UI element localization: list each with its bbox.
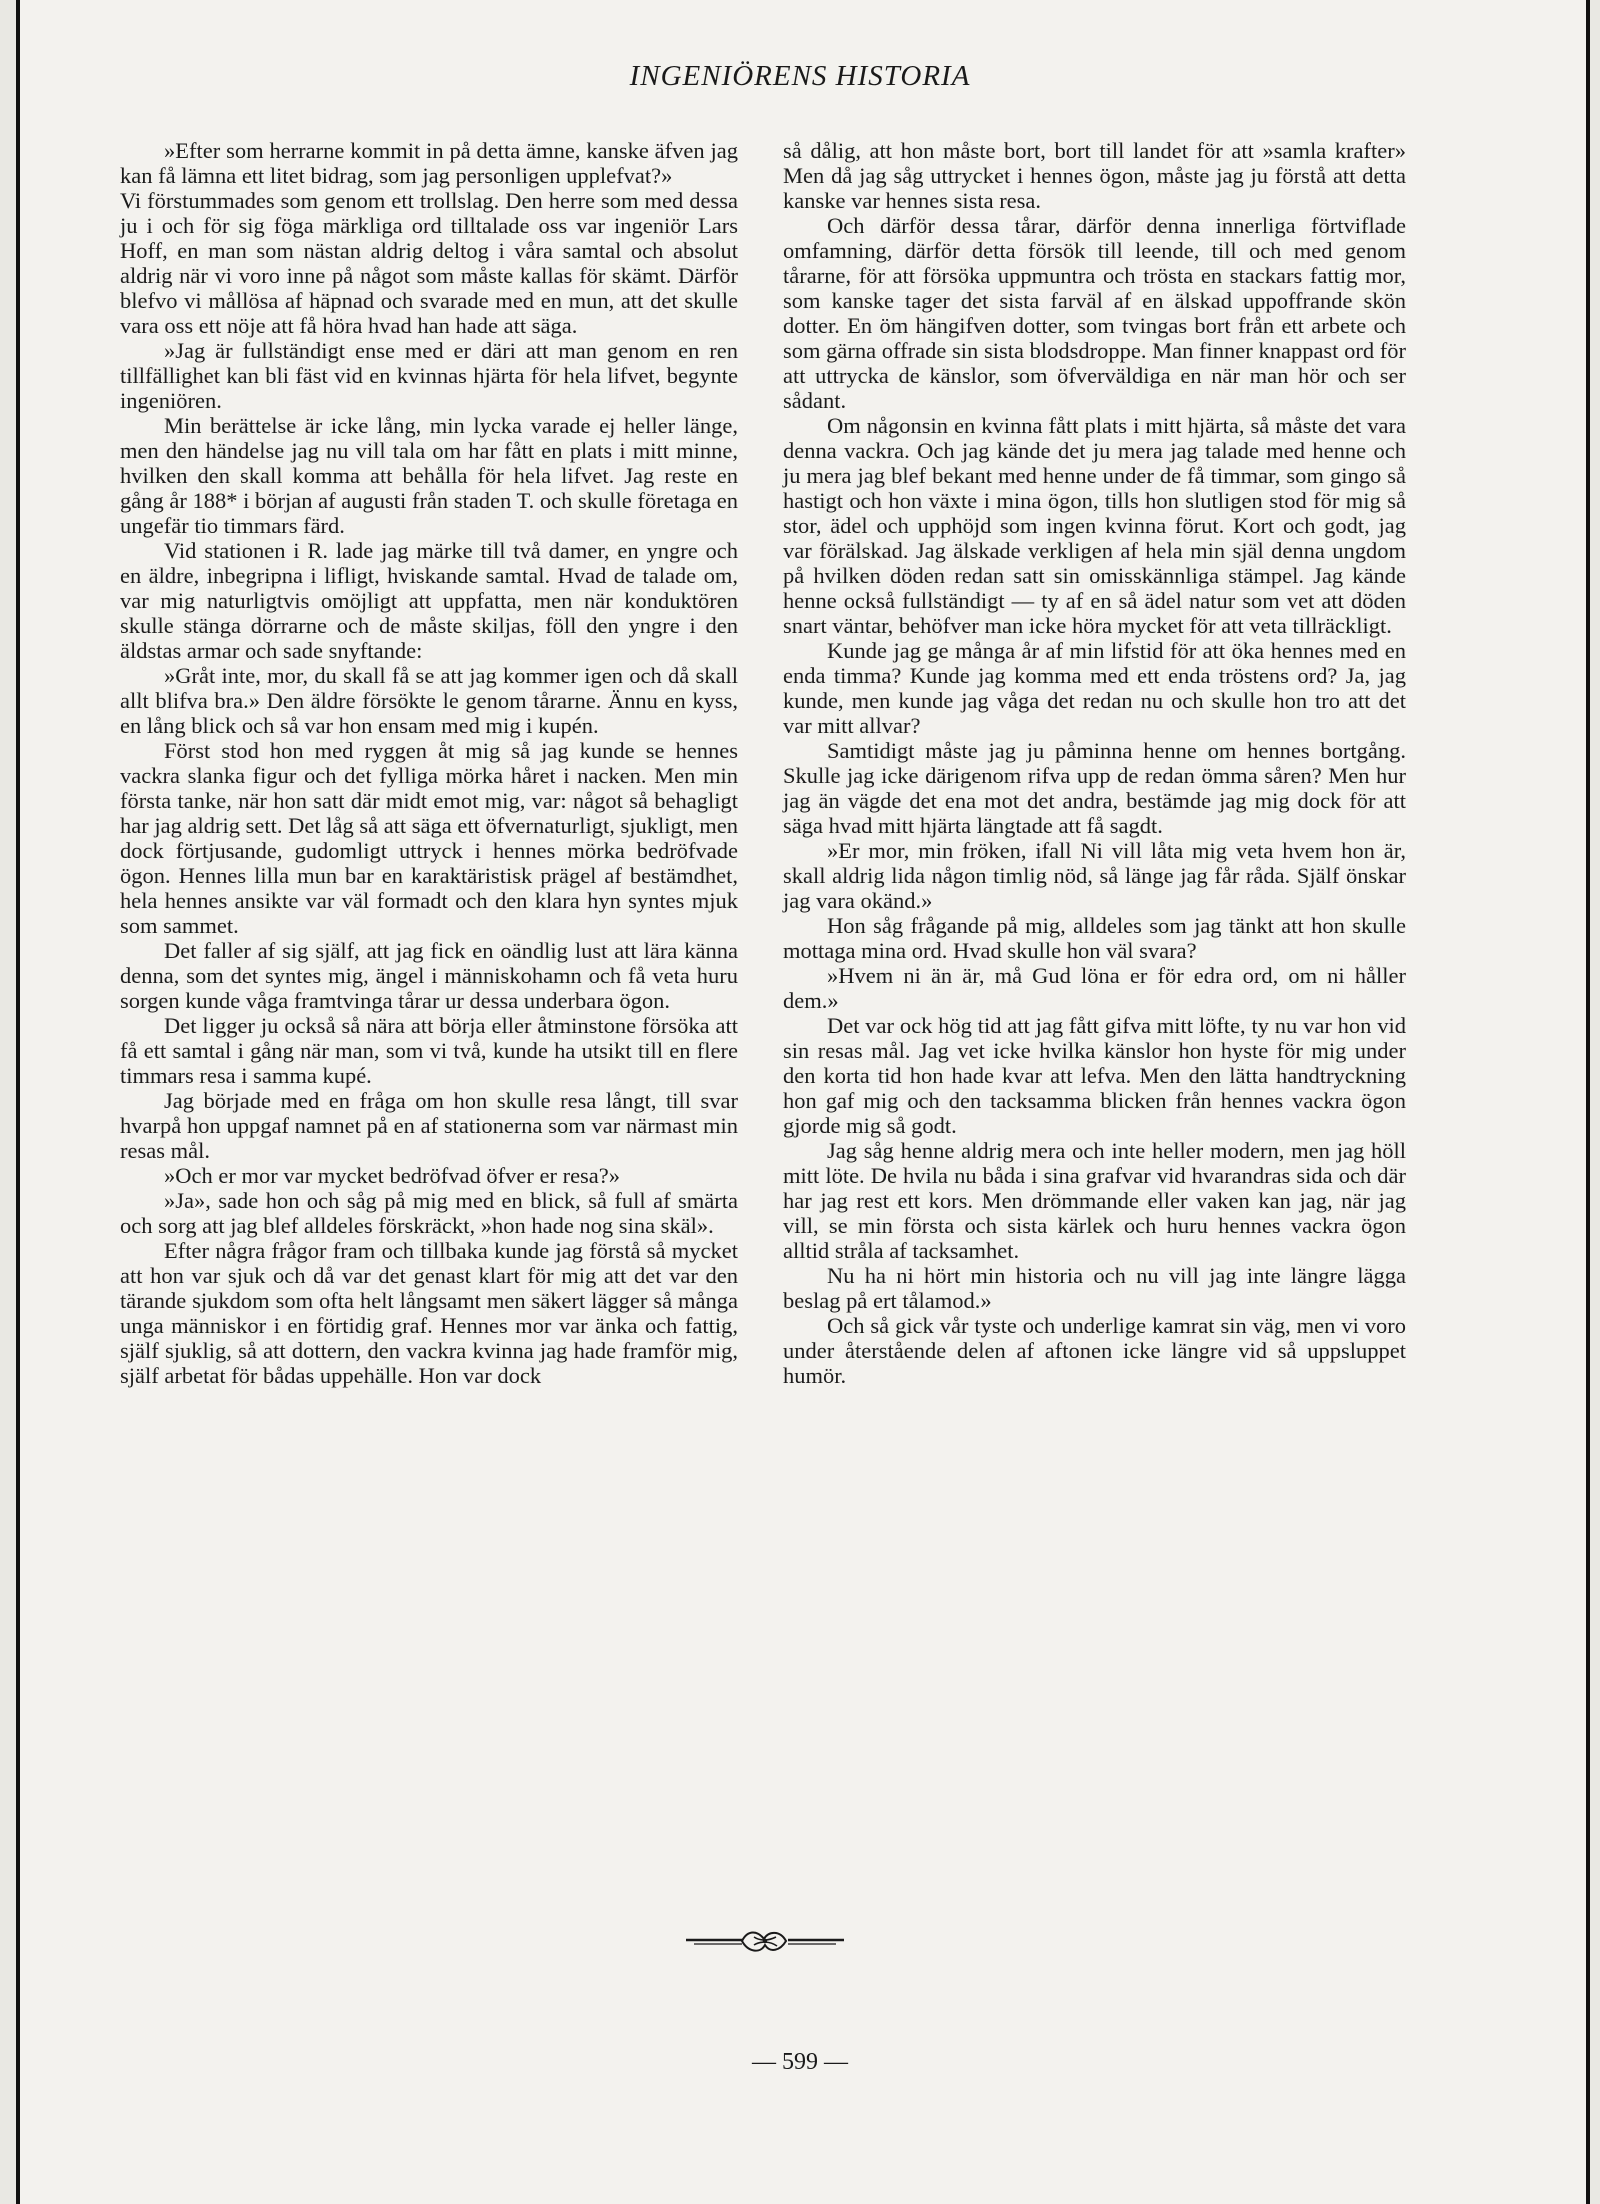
paragraph: Jag började med en fråga om hon skulle resa långt, till svar hvarpå hon uppgaf namnet på en af stationerna som var närmast min resas mål. <box>120 1088 738 1163</box>
running-title: INGENIÖRENS HISTORIA <box>629 60 971 92</box>
paragraph: »Hvem ni än är, må Gud löna er för edra ord, om ni håller dem.» <box>783 963 1406 1013</box>
paragraph: Det ligger ju också så nära att börja eller åtminstone försöka att få ett samtal i gång när man, som vi två, kunde ha utsikt till en flere timmars resa i samma kupé. <box>120 1013 738 1088</box>
paragraph: Kunde jag ge många år af min lifstid för att öka hennes med en enda timma? Kunde jag komma med ett enda tröstens ord? Ja, jag kunde, men kunde jag våga det redan nu och skulle hon tro att det var mitt allvar? <box>783 638 1406 738</box>
paragraph: Vid stationen i R. lade jag märke till två damer, en yngre och en äldre, inbegripna i lifligt, hviskande samtal. Hvad de talade om, var mig naturligtvis omöjligt att uppfatta, men när konduktören skulle stänga dörrarne och de måste skiljas, föll den yngre i den äldstas armar och sade snyftande: <box>120 538 738 663</box>
paragraph: »Efter som herrarne kommit in på detta ämne, kanske äfven jag kan få lämna ett litet bidrag, som jag personligen upplefvat?» <box>120 138 738 188</box>
paragraph: Det faller af sig själf, att jag fick en oändlig lust att lära känna denna, som det syntes mig, ängel i människohamn och få veta huru sorgen kunde våga framtvinga tårar ur dessa underbara ögon. <box>120 938 738 1013</box>
paragraph: Nu ha ni hört min historia och nu vill jag inte längre lägga beslag på ert tålamod.» <box>783 1263 1406 1313</box>
paragraph: Och så gick vår tyste och underlige kamrat sin väg, men vi voro under återstående delen af aftonen icke längre vid så uppsluppet humör. <box>783 1313 1406 1388</box>
paragraph: »Er mor, min fröken, ifall Ni vill låta mig veta hvem hon är, skall aldrig lida någon timlig nöd, så länge jag får råda. Själf önskar jag vara okänd.» <box>783 838 1406 913</box>
paragraph: Om någonsin en kvinna fått plats i mitt hjärta, så måste det vara denna vackra. Och jag kände det ju mera jag talade med henne och ju mera jag blef bekant med henne under de få timmar, som gingo så hastigt och hon växte i mina ögon, tills hon slutligen stod för mig så stor, ädel och upphöjd som ingen kvinna förut. Kort och godt, jag var förälskad. Jag älskade verkligen af hela min själ denna ungdom på hvilken döden redan satt sin omisskännliga stämpel. Jag kände henne också fullständigt — ty af en så ädel natur som vet att döden snart väntar, behöfver man icke höra mycket för att veta tillräckligt. <box>783 413 1406 638</box>
text-column-left <box>120 138 738 1388</box>
paragraph: Efter några frågor fram och tillbaka kunde jag förstå så mycket att hon var sjuk och då var det genast klart för mig att det var den tärande sjukdom som ofta helt långsamt men säkert lägger så många unga människor i en förtidig graf. Hennes mor var änka och fattig, själf sjuklig, så att dottern, den vackra kvinna jag hade framför mig, själf arbetat för bådas uppehälle. Hon var dock <box>120 1238 738 1388</box>
page-number: — 599 — <box>752 2049 848 2075</box>
text-column-right <box>783 138 1406 1388</box>
paragraph: Först stod hon med ryggen åt mig så jag kunde se hennes vackra slanka figur och det fylliga mörka håret i nacken. Men min första tanke, när hon satt där midt emot mig, var: något så behagligt har jag aldrig sett. Det låg så att säga ett öfvernaturligt, sjukligt, men dock förtjusande, gudomligt uttryck i hennes mörka bedröfvade ögon. Hennes lilla mun bar en karaktäristisk prägel af bestämdhet, hela hennes ansikte var väl formadt och den klara hyn syntes mjuk som sammet. <box>120 738 738 938</box>
paragraph: så dålig, att hon måste bort, bort till landet för att »samla krafter» Men då jag såg uttrycket i hennes ögon, måste jag ju förstå att detta kanske var hennes sista resa. <box>783 138 1406 213</box>
paragraph: Och därför dessa tårar, därför denna innerliga förtviflade omfamning, därför detta försök till leende, till och med genom tårarne, för att försöka uppmuntra och trösta en stackars fattig mor, som kanske tager det sista farväl af en älskad uppoffrande skön dotter. En öm hängifven dotter, som tvingas bort från ett arbete och som gärna offrade sin sista blodsdroppe. Man finner knappast ord för att uttrycka de känslor, som öfverväldiga en när man hör och ser sådant. <box>783 213 1406 413</box>
paragraph: »Ja», sade hon och såg på mig med en blick, så full af smärta och sorg att jag blef alldeles förskräckt, »hon hade nog sina skäl». <box>120 1188 738 1238</box>
paragraph: Samtidigt måste jag ju påminna henne om hennes bortgång. Skulle jag icke därigenom rifva upp de redan ömma såren? Men hur jag än vägde det ena mot det andra, bestämde jag mig dock för att säga hvad mitt hjärta längtade att få sagdt. <box>783 738 1406 838</box>
end-ornament-icon <box>680 1927 850 1957</box>
paragraph: »Jag är fullständigt ense med er däri att man genom en ren tillfällighet kan bli fäst vid en kvinnas hjärta för hela lifvet, begynte ingeniören. <box>120 338 738 413</box>
paragraph: Hon såg frågande på mig, alldeles som jag tänkt att hon skulle mottaga mina ord. Hvad skulle hon väl svara? <box>783 913 1406 963</box>
paragraph: Det var ock hög tid att jag fått gifva mitt löfte, ty nu var hon vid sin resas mål. Jag vet icke hvilka känslor hon hyste för mig under den korta tid hon hade kvar att lefva. Men den lätta handtryckning hon gaf mig och den tacksamma blicken från hennes vackra ögon gjorde mig så godt. <box>783 1013 1406 1138</box>
paragraph: Jag såg henne aldrig mera och inte heller modern, men jag höll mitt löte. De hvila nu båda i sina grafvar vid hvarandras sida och där har jag rest ett kors. Men drömmande eller vaken kan jag, när jag vill, se min första och sista kärlek och huru hennes vackra ögon alltid stråla af tacksamhet. <box>783 1138 1406 1263</box>
paragraph: »Och er mor var mycket bedröfvad öfver er resa?» <box>164 1163 621 1188</box>
paragraph: Min berättelse är icke lång, min lycka varade ej heller länge, men den händelse jag nu vill tala om har fått en plats i mitt minne, hvilken den skall komma att behålla för hela lifvet. Jag reste en gång år 188* i början af augusti från staden T. och skulle företaga en ungefär tio timmars färd. <box>120 413 738 538</box>
paragraph: »Gråt inte, mor, du skall få se att jag kommer igen och då skall allt blifva bra.» Den äldre försökte le genom tårarne. Ännu en kyss, en lång blick och så var hon ensam med mig i kupén. <box>120 663 738 738</box>
paragraph: Vi förstummades som genom ett trollslag. Den herre som med dessa ju i och för sig föga märkliga ord tilltalade oss var ingeniör Lars Hoff, en man som nästan aldrig deltog i våra samtal och absolut aldrig när vi voro inne på något som måste kallas för skämt. Därför blefvo vi mållösa af häpnad och svarade med en mun, att det skulle vara oss ett nöje att få höra hvad han hade att säga. <box>120 188 738 338</box>
